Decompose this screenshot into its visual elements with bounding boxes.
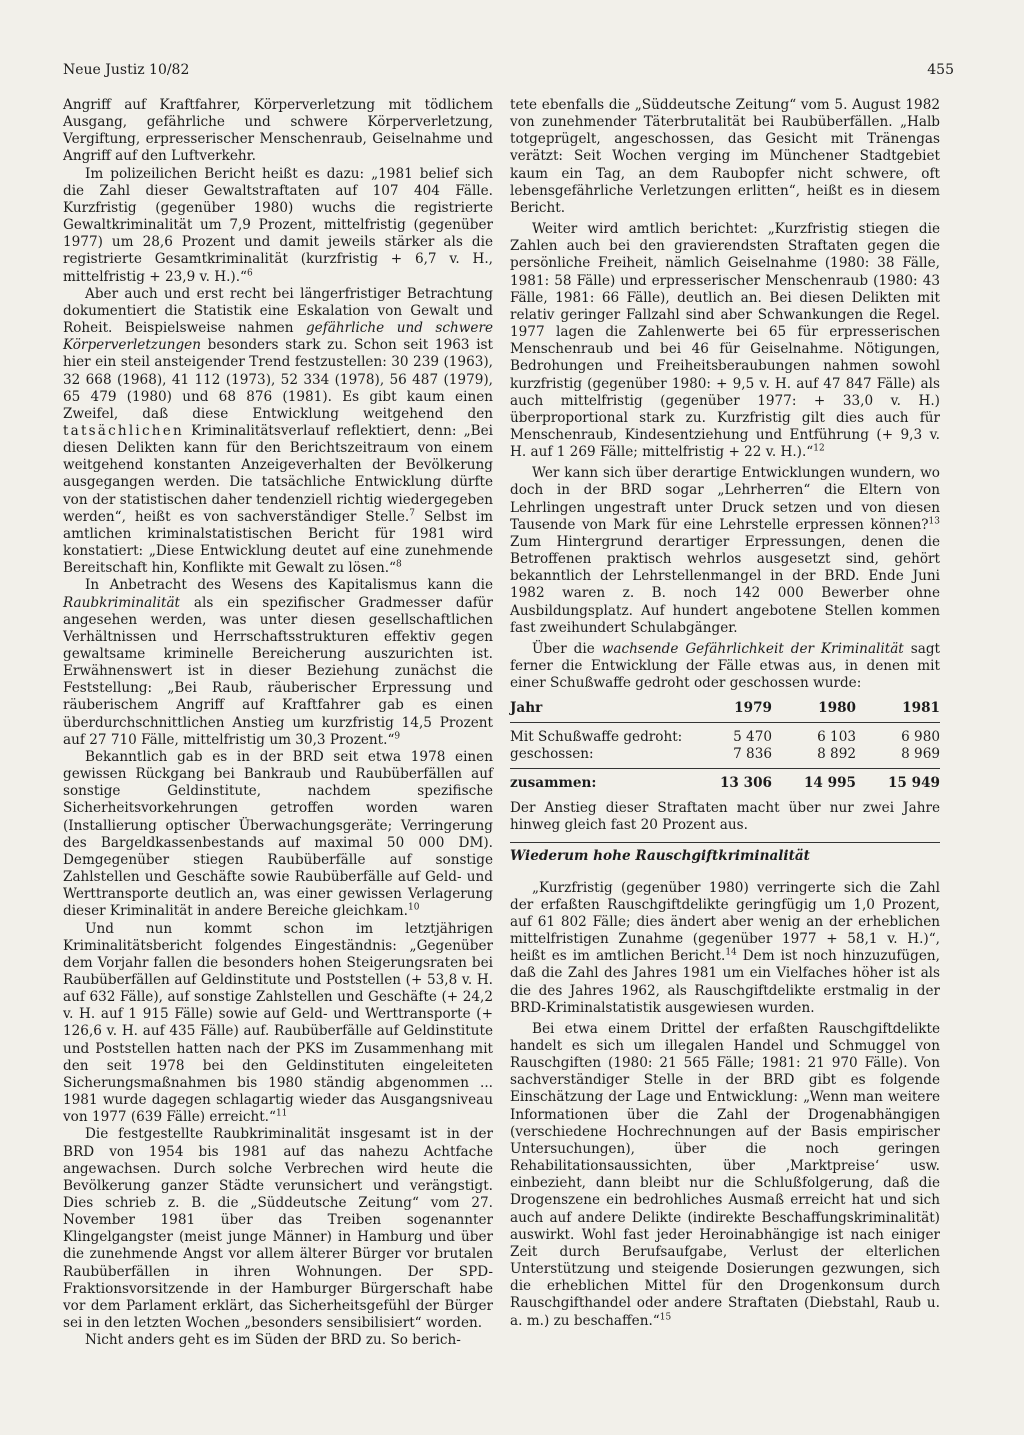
table-cell: 6 980 — [901, 728, 940, 745]
paragraph-text: tete ebenfalls die „Süddeutsche Zeitung“ vom 5. August 1982 von zunehmender Täterbrutalität bei Raubüberfällen. „Halb totgeprügelt, angeschossen, das Gesicht mit Tränengas verätzt: Seit Wochen verging im Münchener Stadtgebiet kaum ein Tag, an dem Raubopfer nicht schwere, oft lebensgefährliche Verletzungen erlitten“, heißt es in diesem Bericht. — [510, 97, 940, 216]
footnote-ref: 12 — [813, 443, 825, 454]
table-cell: 6 103 — [817, 728, 856, 745]
journal-issue: Neue Justiz 10/82 — [63, 62, 190, 78]
paragraph-text: besonders stark zu. Schon seit 1963 ist hier ein steil ansteigender Trend festzustellen: 30 239 (1963), 32 668 (1968), 41 112 (1973), 52 334 (1978), 56 487 (1979), 65 479 (1980) und 68 876 (1981). Es gibt kaum einen Zweifel, daß diese Entwicklung weitgehend den — [63, 337, 493, 422]
paragraph-text: Der Anstieg dieser Straftaten macht über nur zwei Jahre hinweg gleich fast 20 Prozent aus. — [510, 800, 940, 834]
footnote-ref: 14 — [725, 947, 737, 958]
table-header-row — [510, 700, 940, 722]
paragraph-text: Über die — [532, 640, 602, 657]
table-header-cell: 1981 — [856, 700, 940, 722]
table-cell: zusammen: — [510, 774, 597, 791]
page-header — [63, 62, 954, 82]
table-header-cell: 1979 — [688, 700, 772, 722]
paragraph-text: Aber auch und erst recht bei längerfristiger Betrachtung dokumentiert die Statistik eine Eskalation von Gewalt und Roheit. Beispielsweise nahmen — [63, 285, 493, 337]
paragraph — [63, 749, 493, 921]
paragraph-text: Und nun kommt schon im letztjährigen Kriminalitätsbericht folgendes Eingeständnis: „Gegenüber dem Vorjahr fallen die besonders hohen Steigerungsraten bei Raubüberfällen auf Geldinstitute und Poststellen (+ 53,8 v. H. auf 632 Fälle), auf sonstige Zahlstellen und Geschäfte (+ 24,2 v. H. auf 1 915 Fälle) sowie auf Geld- und Werttransporte (+ 126,6 v. H. auf 435 Fälle) auf. Raubüberfälle auf Geldinstitute und Poststellen hatten nach der PKS im Zusammenhang mit den seit 1978 bei den Geldinstituten eingeleiteten Sicherungsmaßnahmen bis 1980 ständig abgenommen ... 1981 wurde dagegen schlagartig wieder das Ausgangsniveau von 1977 (639 Fälle) erreicht.“ — [63, 920, 493, 1126]
paragraph-text: Die festgestellte Raubkriminalität insgesamt ist in der BRD von 1954 bis 1981 auf das nahezu Achtfache angewachsen. Durch solche Verbrechen wird heute die Bevölkerung ganzer Städte verunsichert und verängstigt. Dies schrieb z. B. die „Süddeutsche Zeitung“ vom 27. November 1981 über das Treiben sogenannter Klingelgangster (meist junge Männer) in Hamburg und über die zunehmende Angst vor allem älterer Bürger vor brutalen Raubüberfällen in ihren Wohnungen. Der SPD-Fraktionsvorsitzende in der Hamburger Bürgerschaft habe vor dem Parlament erklärt, das Sicherheitsgefühl der Bürger sei in den letzten Wochen „besonders sensibilisiert“ worden. — [63, 1126, 493, 1332]
emphasis-text: wachsende Gefährlichkeit der Kriminalität — [601, 640, 904, 657]
table-cell: 8 969 — [856, 746, 940, 769]
paragraph-text: Im polizeilichen Bericht heißt es dazu: „1981 belief sich die Zahl dieser Gewaltstraftaten auf 107 404 Fälle. Kurzfristig (gegenüber 1980) wuchs die registrierte Gewaltkriminalität um 7,9 Prozent, mittelfristig (gegenüber 1977) um 28,6 Prozent und damit jeweils stärker als die registrierte Gesamtkriminalität (kurzfristig + 6,7 v. H., mittelfristig + 23,9 v. H.).“ — [63, 165, 493, 285]
paragraph-text: In Anbetracht des Wesens des Kapitalismus kann die — [85, 577, 493, 594]
paragraph — [510, 97, 940, 217]
paragraph-text: Weiter wird amtlich berichtet: „Kurzfristig stiegen die Zahlen auch bei den gravierendsten Straftaten gegen die persönliche Freiheit, nämlich Geiselnahme (1980: 38 Fälle, 1981: 58 Fälle) und erpresserischer Menschenraub (1980: 43 Fälle, 1981: 66 Fälle), deutlich an. Bei diesen Delikten mit relativ geringer Fallzahl sind aber Schwankungen die Regel. 1977 lagen die Zahlenwerte bei 65 für erpresserischen Menschenraub und bei 46 für Geiselnahme. Nötigungen, Bedrohungen und Freiheitsberaubungen nahmen sowohl kurzfristig (gegenüber 1980: + 9,5 v. H. auf 47 847 Fälle) als auch mittelfristig (gegenüber 1977: + 33,0 v. H.) überproportional stark zu. Kurzfristig gilt dies auch für Menschenraub, Kindesentziehung und Entführung (+ 9,3 v. H. auf 1 269 Fälle; mittelfristig + 22 v. H.).“ — [510, 221, 940, 461]
paragraph — [63, 1332, 493, 1349]
table-total-row — [510, 768, 940, 796]
footnote-ref: 8 — [395, 559, 402, 570]
paragraph-text: Nicht anders geht es im Süden der BRD zu. So berich- — [85, 1332, 461, 1349]
footnote-ref: 15 — [659, 1311, 672, 1322]
paragraph — [510, 221, 940, 461]
table-cell: 7 836 — [688, 746, 772, 769]
table-cell: 8 892 — [772, 746, 856, 769]
paragraph-text: sagt ferner die Entwicklung der Fälle etwas aus, in denen mit einer Schußwaffe gedroht oder geschossen wurde: — [510, 640, 940, 692]
footnote-ref: 10 — [408, 902, 420, 913]
paragraph-text: Dem ist noch hinzuzufügen, daß die Zahl des Jahres 1981 um ein Vielfaches höher ist als die des Jahres 1962, als Rauschgiftdelikte erstmalig in der BRD-Kriminalstatistik ausgewiesen wurden. — [510, 948, 940, 1016]
table-cell: 13 306 — [719, 774, 772, 791]
paragraph — [510, 465, 940, 637]
paragraph-text: Bekanntlich gab es in der BRD seit etwa 1978 einen gewissen Rückgang bei Bankraub und Raubüberfällen auf sonstige Geldinstitute, nachdem spezifische Sicherheitsvorkehrungen getroffen worden waren (Installierung optischer Überwachungsgeräte; Verringerung des Bargeldkassenbestands auf maximal 50 000 DM). Demgegenüber stiegen Raubüberfälle auf sonstige Zahlstellen und Geschäfte sowie Raubüberfälle auf Geld- und Werttransporte deutlich an, was einer gewissen Verlagerung dieser Kriminalität in andere Bereiche gleichkam. — [63, 748, 493, 920]
paragraph — [510, 1021, 940, 1330]
paragraph — [63, 577, 493, 749]
emphasis-text: gefährliche und schwere Körperverletzungen — [63, 320, 493, 354]
table-cell: 14 995 — [803, 774, 856, 791]
spaced-emphasis-text: tatsächlichen — [63, 422, 184, 439]
paragraph — [510, 800, 940, 834]
footnote-ref: 13 — [928, 516, 940, 527]
paragraph — [63, 97, 493, 166]
paragraph-text: Angriff auf Kraftfahrer, Körperverletzung mit tödlichem Ausgang, gefährliche und schwere Körperverletzung, Vergiftung, erpresserischer Menschenraub, Geiselnahme und Angriff auf den Luftverkehr. — [63, 97, 493, 165]
page-number: 455 — [927, 62, 954, 78]
table-header-cell: 1980 — [772, 700, 856, 722]
footnote-ref: 7 — [409, 508, 415, 519]
table-cell: 5 470 — [733, 728, 772, 745]
paragraph — [63, 286, 493, 578]
emphasis-text: Raubkriminalität — [63, 594, 181, 611]
paragraph-text: Kriminalitätsverlauf reflektiert, denn: „Bei diesen Delikten kann für den Berichtszeitraum von einem weitgehend konstanten Anzeigeverhalten der Bevölkerung ausgegangen werden. Die tatsächliche Entwicklung dürfte von der statistischen daher tendenziell richtig wiedergegeben werden“, heißt es von sachverständiger Stelle. — [63, 422, 493, 525]
table-cell: Mit Schußwaffe gedroht: — [510, 728, 683, 745]
right-column — [510, 97, 940, 1330]
paragraph-text: Selbst im amtlichen kriminalstatistischen Bericht für 1981 wird konstatiert: „Diese Entwicklung deutet auf eine zunehmende Bereitschaft hin, Konflikte mit Gewalt zu lösen.“ — [63, 508, 493, 577]
paragraph — [63, 166, 493, 286]
paragraph — [510, 880, 940, 1017]
footnote-ref: 6 — [247, 268, 253, 279]
paragraph — [510, 641, 940, 692]
paragraph-text: Bei etwa einem Drittel der erfaßten Rauschgiftdelikte handelt es sich um illegalen Handel und Schmuggel von Rauschgiften (1980: 21 565 Fälle; 1981: 21 970 Fälle). Von sachverständiger Stelle in der BRD gibt es folgende Einschätzung der Lage und Entwicklung: „Wenn man weitere Informationen über die Zahl der Drogenabhängigen (verschiedene Hochrechnungen auf der Basis empirischer Untersuchungen), über die noch geringen Rehabilitationsaussichten, über ‚Marktpreise‘ usw. einbezieht, dann bleibt nur die Schlußfolgerung, daß die Drogenszene ein bedrohliches Ausmaß erreicht hat und sich auch auf andere Delikte (indirekte Beschaffungskriminalität) auswirkt. Wohl fast jeder Heroinabhängige ist nach einiger Zeit durch Berufsaufgabe, Verlust der elterlichen Unterstützung und steigende Dosierungen gezwungen, sich die erheblichen Mittel für den Drogenkonsum durch Rauschgifthandel oder andere Straftaten (Diebstahl, Raub u. a. m.) zu beschaffen.“ — [510, 1020, 940, 1329]
table-cell: 15 949 — [887, 774, 940, 791]
paragraph-text: Wer kann sich über derartige Entwicklungen wundern, wo doch in der BRD sogar „Lehrherren“ die Eltern von Lehrlingen ungestraft unter Druck setzen und von diesen Tausende von Mark für eine Lehrstelle erpressen können? — [510, 465, 940, 533]
table-row — [510, 722, 940, 746]
section-heading: Wiederum hohe Rauschgiftkriminalität — [510, 842, 940, 865]
paragraph — [63, 1126, 493, 1332]
footnote-ref: 9 — [394, 731, 401, 742]
paragraph — [63, 921, 493, 1127]
table-header-cell: Jahr — [510, 700, 688, 722]
firearm-statistics-table — [510, 700, 940, 796]
paragraph-text: als ein spezifischer Gradmesser dafür angesehen werden, was unter diesen gesellschaftlichen Verhältnissen und Herrschaftsstrukturen effektiv gegen gewaltsame kriminelle Bereicherung auszurichten ist. Erwähnenswert ist in dieser Beziehung zunächst die Feststellung: „Bei Raub, räuberischer Erpressung und räuberischem Angriff auf Kraftfahrer gab es einen überdurchschnittlichen Anstieg um kurzfristig 14,5 Prozent auf 27 710 Fälle, mittelfristig um 30,3 Prozent.“ — [63, 594, 493, 748]
footnote-ref: 11 — [275, 1108, 288, 1119]
paragraph-text: „Kurzfristig (gegenüber 1980) verringerte sich die Zahl der erfaßten Rauschgiftdelikte geringfügig um 1,0 Prozent, auf 61 802 Fälle; dies ändert aber wenig an der erheblichen mittelfristigen Zunahme (gegenüber 1977 + 58,1 v. H.)“, heißt es im amtlichen Bericht. — [510, 879, 940, 965]
left-column — [63, 97, 493, 1349]
paragraph-text: Zum Hintergrund derartiger Erpressungen, denen die Betroffenen praktisch wehrlos ausgesetzt sind, gehört bekanntlich der Lehrstellenmangel in der BRD. Ende Juni 1982 waren z. B. noch 142 000 Bewerber ohne Ausbildungsplatz. Auf hundert angebotene Stellen kommen fast zweihundert Schulabgänger. — [510, 533, 940, 636]
table-cell: geschossen: — [510, 746, 688, 769]
table-row — [510, 746, 940, 769]
